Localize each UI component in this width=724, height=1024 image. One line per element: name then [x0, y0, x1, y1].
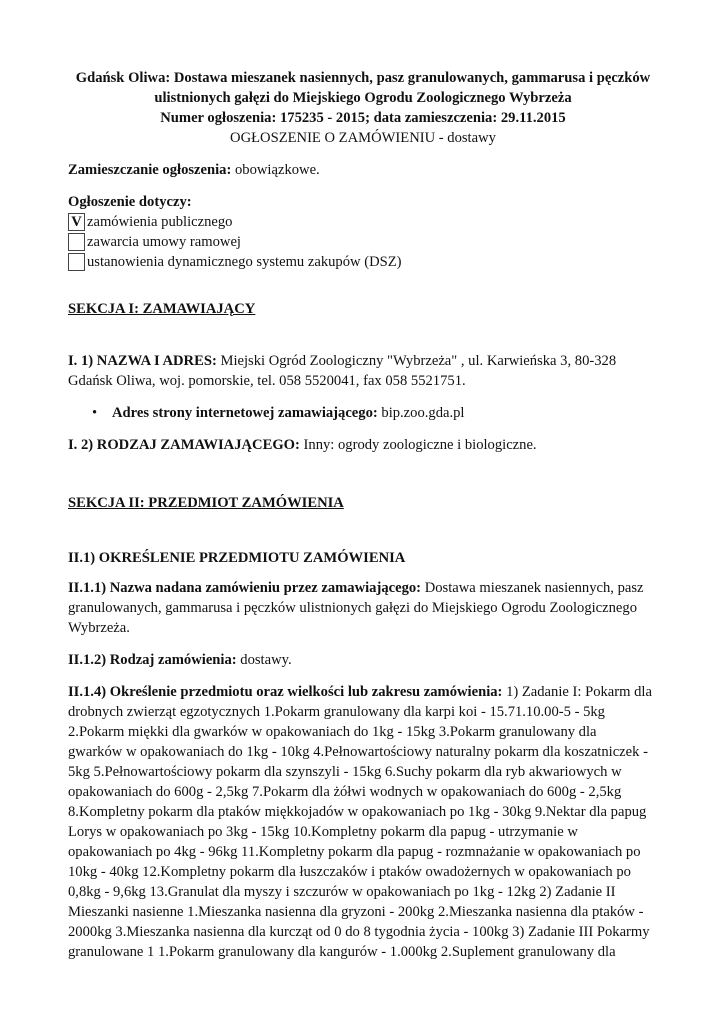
posting-row [68, 160, 658, 180]
website-value: bip.zoo.gda.pl [381, 405, 465, 421]
header-line-4: OGŁOSZENIE O ZAMÓWIENIU - dostawy [230, 130, 496, 146]
order-name-label: II.1.1) Nazwa nadana zamówieniu przez zamawiającego: [68, 580, 422, 596]
option-text: ustanowienia dynamicznego systemu zakupów (DSZ) [87, 253, 402, 270]
section-1-name [68, 351, 658, 391]
checkbox-public: V [68, 213, 85, 231]
kind-value: dostawy. [240, 652, 292, 668]
document-page [68, 0, 658, 962]
option-text: zamówienia publicznego [87, 213, 233, 230]
section-1-type [68, 435, 658, 455]
bullet-icon: • [92, 405, 98, 421]
section-2-scope: II.1.4) Określenie przedmiotu oraz wielkości lub zakresu zamówienia: 1) Zadanie I: Pokarm dla drobnych zwierząt egzotycznych 1.Pokarm granulowany dla karpi koi - 15.71.10.00-5 - 5kg 2.Pokarm miękki dla gwarków w opakowaniach do 1kg - 15kg 3.Pokarm granulowany dla gwarków w opakowaniach do 1kg - 10kg 4.Pełnowartościowy naturalny pokarm dla koszatniczek - 5kg 5.Pełnowartościowy pokarm dla szynszyli - 15kg 6.Suchy pokarm dla ryb akwariowych w opakowaniach do 600g - 2,5kg 7.Pokarm dla żółwi wodnych w opakowaniach do 600g - 2,5kg 8.Kompletny pokarm dla ptaków miękkojadów w opakowaniach po 1kg - 30kg 9.Nektar dla papug Lorys w opakowaniach po 3kg - 15kg 10.Kompletny pokarm dla papug - utrzymanie w opakowaniach po 4kg - 96kg 11.Kompletny pokarm dla papug - rozmnażanie w opakowaniach po 10kg - 40kg 12.Kompletny pokarm dla łuszczaków i ptaków owadożernych w opakowaniach po 0,8kg - 9,6kg 13.Granulat dla myszy i szczurów w opakowaniach po 1kg - 12kg 2) Zadanie II Mieszanki nasienne 1.Mieszanka nasienna dla gryzoni - 200kg 2.Mieszanka nasienna dla ptaków - 2000kg 3.Mieszanka nasienna dla kurcząt od 0 do 8 tygodnia życia - 100kg 3) Zadanie III Pokarmy granulowane 1 1.Pokarm granulowany dla kangurów - 1.000kg 2.Suplement granulowany dla [68, 684, 652, 960]
section-1-title: SEKCJA I: ZAMAWIAJĄCY [68, 301, 256, 317]
concerns-option-framework [68, 232, 658, 252]
type-value: Inny: ogrody zoologiczne i biologiczne. [303, 437, 537, 453]
scope-label: II.1.4) Określenie przedmiotu oraz wielkości lub zakresu zamówienia: [68, 684, 503, 700]
name-value-2: Gdańsk Oliwa, woj. pomorskie, tel. 058 5520041, fax 058 5521751. [68, 373, 466, 389]
website-label: Adres strony internetowej zamawiającego: [112, 405, 378, 421]
section-2-title: SEKCJA II: PRZEDMIOT ZAMÓWIENIA [68, 495, 344, 511]
notice-header [68, 68, 658, 148]
section-2-subtitle: II.1) OKREŚLENIE PRZEDMIOTU ZAMÓWIENIA [68, 550, 406, 566]
website-item [92, 403, 658, 423]
header-line-2: ulistnionych gałęzi do Miejskiego Ogrodu Zoologicznego Wybrzeża [154, 90, 572, 106]
section-2-kind [68, 650, 658, 670]
checkbox-dsz [68, 253, 85, 271]
type-label: I. 2) RODZAJ ZAMAWIAJĄCEGO: [68, 437, 300, 453]
name-value-1: Miejski Ogród Zoologiczny "Wybrzeża" , ul. Karwieńska 3, 80-328 [220, 353, 617, 369]
header-line-1: Gdańsk Oliwa: Dostawa mieszanek nasiennych, pasz granulowanych, gammarusa i pęczków [75, 70, 651, 86]
checkbox-framework [68, 233, 85, 251]
concerns-label: Ogłoszenie dotyczy: [68, 194, 192, 210]
posting-value: obowiązkowe. [235, 162, 320, 178]
name-label: I. 1) NAZWA I ADRES: [68, 353, 217, 369]
posting-label: Zamieszczanie ogłoszenia: [68, 162, 232, 178]
concerns-option-public [68, 212, 658, 232]
header-line-3: Numer ogłoszenia: 175235 - 2015; data zamieszczenia: 29.11.2015 [160, 110, 566, 126]
option-text: zawarcia umowy ramowej [87, 233, 241, 250]
concerns-option-dsz [68, 252, 658, 272]
section-2-name: II.1.1) Nazwa nadana zamówieniu przez zamawiającego: Dostawa mieszanek nasiennych, pasz granulowanych, gammarusa i pęczków ulistnionych gałęzi do Miejskiego Ogrodu Zoologicznego Wybrzeża. [68, 580, 644, 636]
kind-label: II.1.2) Rodzaj zamówienia: [68, 652, 237, 668]
